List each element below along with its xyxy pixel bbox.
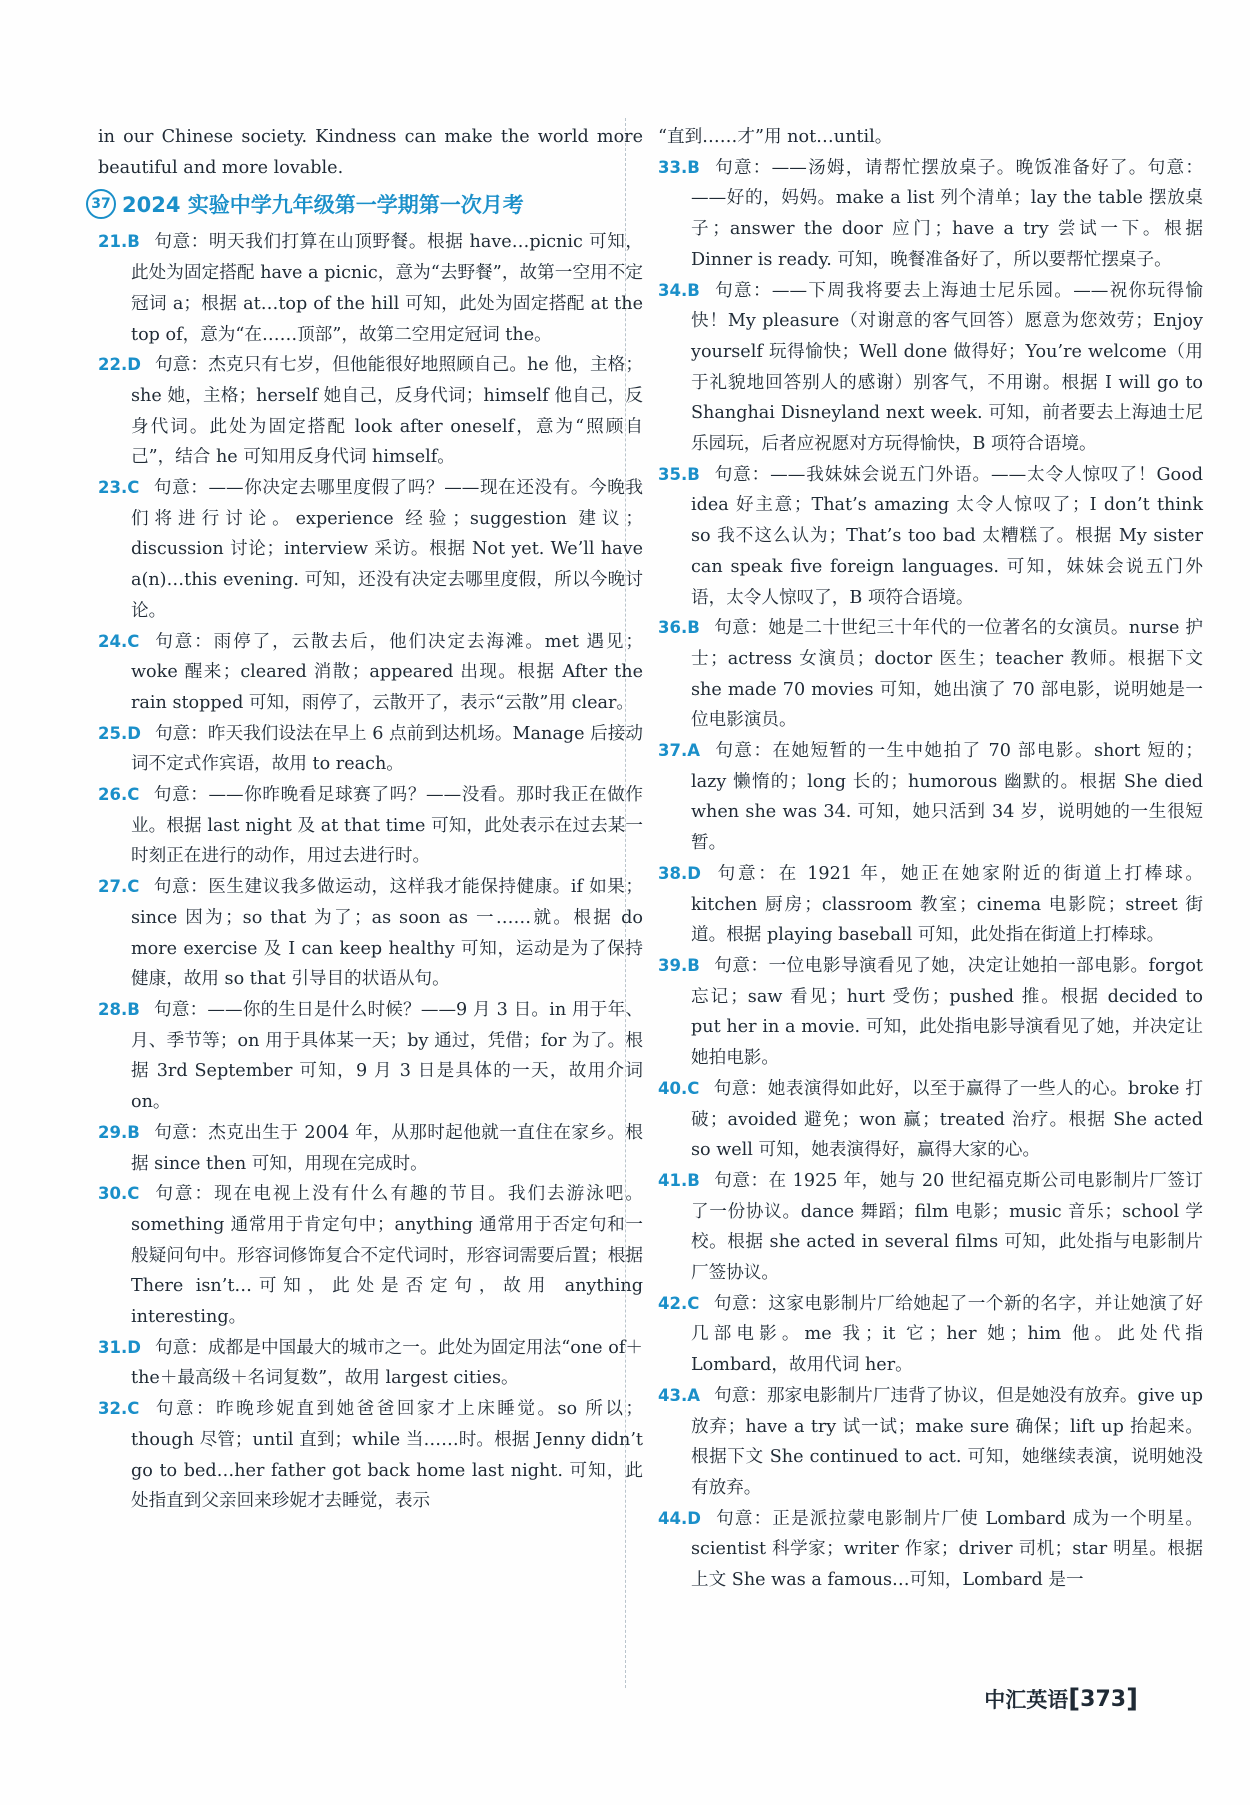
question-number: 33. <box>658 157 688 177</box>
answer-letter: B <box>687 464 700 484</box>
question-number: 37. <box>658 741 688 761</box>
answer-explanation: 句意：她表演得如此好，以至于赢得了一些人的心。broke 打破；avoided 避免；won 赢；treated 治疗。根据 She acted so well 可知，她表演得好，赢得大家的心。 <box>691 1078 1203 1161</box>
answer-letter: B <box>687 157 700 177</box>
question-number: 41. <box>658 1170 688 1190</box>
bracket-left: [ <box>1068 1684 1081 1714</box>
question-number: 27. <box>98 877 128 897</box>
answer-letter: C <box>687 1078 700 1098</box>
section-title: 2024 实验中学九年级第一学期第一次月考 <box>122 193 524 218</box>
answer-item <box>658 1166 1203 1289</box>
answer-explanation: 句意：——你的生日是什么时候？——9 月 3 日。in 用于年、月、季节等；on 用于具体某一天；by 通过，凭借；for 为了。根据 3rd September 可知，9 月 3 日是具体的一天，故用介词 on。 <box>131 999 643 1113</box>
answer-explanation: 句意：——下周我将要去上海迪士尼乐园。——祝你玩得愉快！My pleasure（对谢意的客气回答）愿意为您效劳；Enjoy yourself 玩得愉快；Well done 做得好；You’re welcome（用于礼貌地回答别人的感谢）别客气，不用谢。根据 I will go to Shanghai Disneyland next week. 可知，前者要去上海迪士尼乐园玩，后者应祝愿对方玩得愉快，B 项符合语境。 <box>691 280 1203 455</box>
answer-explanation: 句意：那家电影制片厂违背了协议，但是她没有放弃。give up 放弃；have a try 试一试；make sure 确保；lift up 抬起来。根据下文 She continued to act. 可知，她继续表演，说明她没有放弃。 <box>691 1385 1203 1498</box>
question-number: 34. <box>658 280 688 300</box>
answer-item <box>98 872 643 995</box>
question-number: 24. <box>98 631 128 651</box>
question-number: 32. <box>98 1399 128 1419</box>
answer-item <box>98 1179 643 1333</box>
answer-item <box>98 995 643 1118</box>
right-intro: “直到……才”用 not…until。 <box>658 127 893 147</box>
book-title: 中汇英语 <box>984 1688 1069 1712</box>
answer-item <box>98 1118 643 1179</box>
answer-explanation: 句意：在 1925 年，她与 20 世纪福克斯公司电影制片厂签订了一份协议。dance 舞蹈；film 电影；music 音乐；school 学校。根据 she acted in several films 可知，此处指与电影制片厂签协议。 <box>691 1170 1203 1284</box>
left-column <box>91 122 643 1517</box>
question-number: 40. <box>658 1078 688 1098</box>
right-answer-list <box>658 153 1203 1596</box>
answer-letter: B <box>127 1122 140 1142</box>
answer-explanation: 句意：她是二十世纪三十年代的一位著名的女演员。nurse 护士；actress 女演员；doctor 医生；teacher 教师。根据下文 she made 70 movies 可知，她出演了 70 部电影，说明她是一位电影演员。 <box>691 618 1203 731</box>
answer-explanation: 句意：雨停了，云散去后，他们决定去海滩。met 遇见；woke 醒来；cleared 消散；appeared 出现。根据 After the rain stopped 可知，雨停了，云散开了，表示“云散”用 clear。 <box>131 631 643 713</box>
answer-item <box>98 350 643 473</box>
answer-explanation: 句意：现在电视上没有什么有趣的节目。我们去游泳吧。something 通常用于肯定句中；anything 通常用于否定句和一般疑问句中。形容词修饰复合不定代词时，形容词需要后置；根据 There isn’t…可知，此处是否定句，故用 anything interesting。 <box>131 1184 643 1328</box>
right-column <box>658 122 1203 1596</box>
answer-item <box>658 153 1203 276</box>
answer-letter: B <box>687 618 700 638</box>
answer-explanation: 句意：成都是中国最大的城市之一。此处为固定用法“one of＋the＋最高级＋名词复数”，故用 largest cities。 <box>131 1337 643 1389</box>
answer-explanation: 句意：正是派拉蒙电影制片厂使 Lombard 成为一个明星。scientist 科学家；writer 作家；driver 司机；star 明星。根据上文 She was a famous…可知，Lombard 是一 <box>691 1508 1203 1591</box>
answer-explanation: 句意：一位电影导演看见了她，决定让她拍一部电影。forgot 忘记；saw 看见；hurt 受伤；pushed 推。根据 decided to put her in a movie. 可知，此处指电影导演看见了她，并决定让她拍电影。 <box>691 955 1203 1069</box>
answer-letter: C <box>127 631 140 651</box>
answer-explanation: 句意：——你决定去哪里度假了吗？——现在还没有。今晚我们将进行讨论。experience 经验；suggestion 建议；discussion 讨论；interview 采访。根据 Not yet. We’ll have a(n)…this evening. 可知，还没有决定去哪里度假，所以今晚讨论。 <box>131 478 643 621</box>
answer-explanation: 句意：杰克只有七岁，但他能很好地照顾自己。he 他，主格；she 她，主格；herself 她自己，反身代词；himself 他自己，反身代词。此处为固定搭配 look after oneself，意为“照顾自己”，结合 he 可知用反身代词 himself。 <box>131 355 643 468</box>
answer-item <box>658 460 1203 614</box>
answer-letter: D <box>127 355 141 375</box>
answer-letter: A <box>687 1385 701 1405</box>
answer-item <box>658 276 1203 460</box>
question-number: 28. <box>98 999 128 1019</box>
question-number: 31. <box>98 1337 128 1357</box>
answer-explanation: 句意：这家电影制片厂给她起了一个新的名字，并让她演了好几部电影。me 我；it 它；her 她；him 他。此处代指 Lombard，故用代词 her。 <box>691 1293 1203 1376</box>
answer-letter: D <box>687 1508 701 1528</box>
answer-explanation: 句意：医生建议我多做运动，这样我才能保持健康。if 如果；since 因为；so that 为了；as soon as 一……就。根据 do more exercise 及 I can keep healthy 可知，运动是为了保持健康，故用 so that 引导目的状语从句。 <box>131 877 643 990</box>
answer-explanation: 句意：在 1921 年，她正在她家附近的街道上打棒球。kitchen 厨房；classroom 教室；cinema 电影院；street 街道。根据 playing baseball 可知，此处指在街道上打棒球。 <box>691 863 1203 946</box>
question-number: 22. <box>98 355 128 375</box>
question-number: 23. <box>98 478 128 498</box>
question-number: 35. <box>658 464 688 484</box>
page-footer <box>984 1684 1138 1714</box>
answer-item <box>98 227 643 350</box>
answer-explanation: 句意：——我妹妹会说五门外语。——太令人惊叹了！Good idea 好主意；That’s amazing 太令人惊叹了；I don’t think so 我不这么认为；That’s too bad 太糟糕了。根据 My sister can speak five foreign languages. 可知，妹妹会说五门外语，太令人惊叹了，B 项符合语境。 <box>691 464 1203 608</box>
answer-letter: B <box>127 999 140 1019</box>
answer-explanation: 句意：明天我们打算在山顶野餐。根据 have…picnic 可知，此处为固定搭配 have a picnic，意为“去野餐”，故第一空用不定冠词 a；根据 at…top of the hill 可知，此处为固定搭配 at the top of，意为“在……顶部”，故第二空用定冠词 the。 <box>131 232 643 345</box>
bracket-right: ] <box>1126 1684 1138 1714</box>
answer-letter: D <box>127 1337 141 1357</box>
answer-letter: B <box>687 1170 700 1190</box>
answer-item <box>98 780 643 872</box>
answer-item <box>98 719 643 780</box>
answer-item <box>658 736 1203 859</box>
left-answer-list <box>98 227 643 1517</box>
answer-letter: C <box>127 1184 140 1204</box>
answer-item <box>658 859 1203 951</box>
answer-explanation: 句意：——你昨晚看足球赛了吗？——没看。那时我正在做作业。根据 last night 及 at that time 可知，此处表示在过去某一时刻正在进行的动作，用过去进行时。 <box>131 785 643 867</box>
question-number: 43. <box>658 1385 688 1405</box>
answer-item <box>658 951 1203 1074</box>
answer-letter: A <box>687 741 701 761</box>
question-number: 39. <box>658 955 688 975</box>
answer-item <box>98 1333 643 1394</box>
answer-explanation: 句意：在她短暂的一生中她拍了 70 部电影。short 短的；lazy 懒惰的；long 长的；humorous 幽默的。根据 She died when she was 34. 可知，她只活到 34 岁，说明她的一生很短暂。 <box>691 741 1203 854</box>
answer-letter: C <box>127 785 140 805</box>
answer-explanation: 句意：杰克出生于 2004 年，从那时起他就一直住在家乡。根据 since then 可知，用现在完成时。 <box>131 1122 643 1174</box>
answer-item <box>658 1074 1203 1166</box>
answer-letter: C <box>127 1399 140 1419</box>
question-number: 30. <box>98 1184 128 1204</box>
answer-item <box>658 1289 1203 1381</box>
answer-letter: D <box>687 863 701 883</box>
answer-item <box>658 1381 1203 1504</box>
answer-item <box>98 1394 643 1517</box>
left-intro: in our Chinese society. Kindness can make the world more beautiful and more lovable. <box>98 127 643 178</box>
question-number: 21. <box>98 232 128 252</box>
question-number: 38. <box>658 863 688 883</box>
question-number: 29. <box>98 1122 128 1142</box>
answer-letter: C <box>687 1293 700 1313</box>
answer-letter: B <box>687 955 700 975</box>
answer-item <box>658 613 1203 736</box>
answer-item <box>98 627 643 719</box>
answer-lead: 句意：——汤姆，请帮忙摆放桌子。晚饭准备好了。 <box>713 157 1148 178</box>
answer-explanation: 句意：昨天我们设法在早上 6 点前到达机场。Manage 后接动词不定式作宾语，故用 to reach。 <box>131 723 643 775</box>
question-number: 26. <box>98 785 128 805</box>
question-number: 25. <box>98 723 128 743</box>
section-heading <box>86 189 643 219</box>
answer-letter: B <box>127 232 140 252</box>
page-number: 373 <box>1080 1686 1127 1712</box>
section-badge: 37 <box>86 189 116 219</box>
answer-item <box>658 1504 1203 1596</box>
question-number: 42. <box>658 1293 688 1313</box>
answer-letter: D <box>127 723 141 743</box>
question-number: 36. <box>658 618 688 638</box>
answer-explanation: 句意：——好的，妈妈。make a list 列个清单；lay the table 摆放桌子；answer the door 应门；have a try 尝试一下。根据 Dinner is ready. 可知，晚餐准备好了，所以要帮忙摆桌子。 <box>691 157 1203 270</box>
answer-letter: C <box>127 478 140 498</box>
answer-letter: B <box>687 280 700 300</box>
answer-explanation: 句意：昨晚珍妮直到她爸爸回家才上床睡觉。so 所以；though 尽管；until 直到；while 当……时。根据 Jenny didn’t go to bed…her father got back home last night. 可知，此处指直到父亲回来珍妮才去睡觉，表示 <box>131 1399 643 1512</box>
answer-letter: C <box>127 877 140 897</box>
answer-item <box>98 473 643 627</box>
question-number: 44. <box>658 1508 688 1528</box>
